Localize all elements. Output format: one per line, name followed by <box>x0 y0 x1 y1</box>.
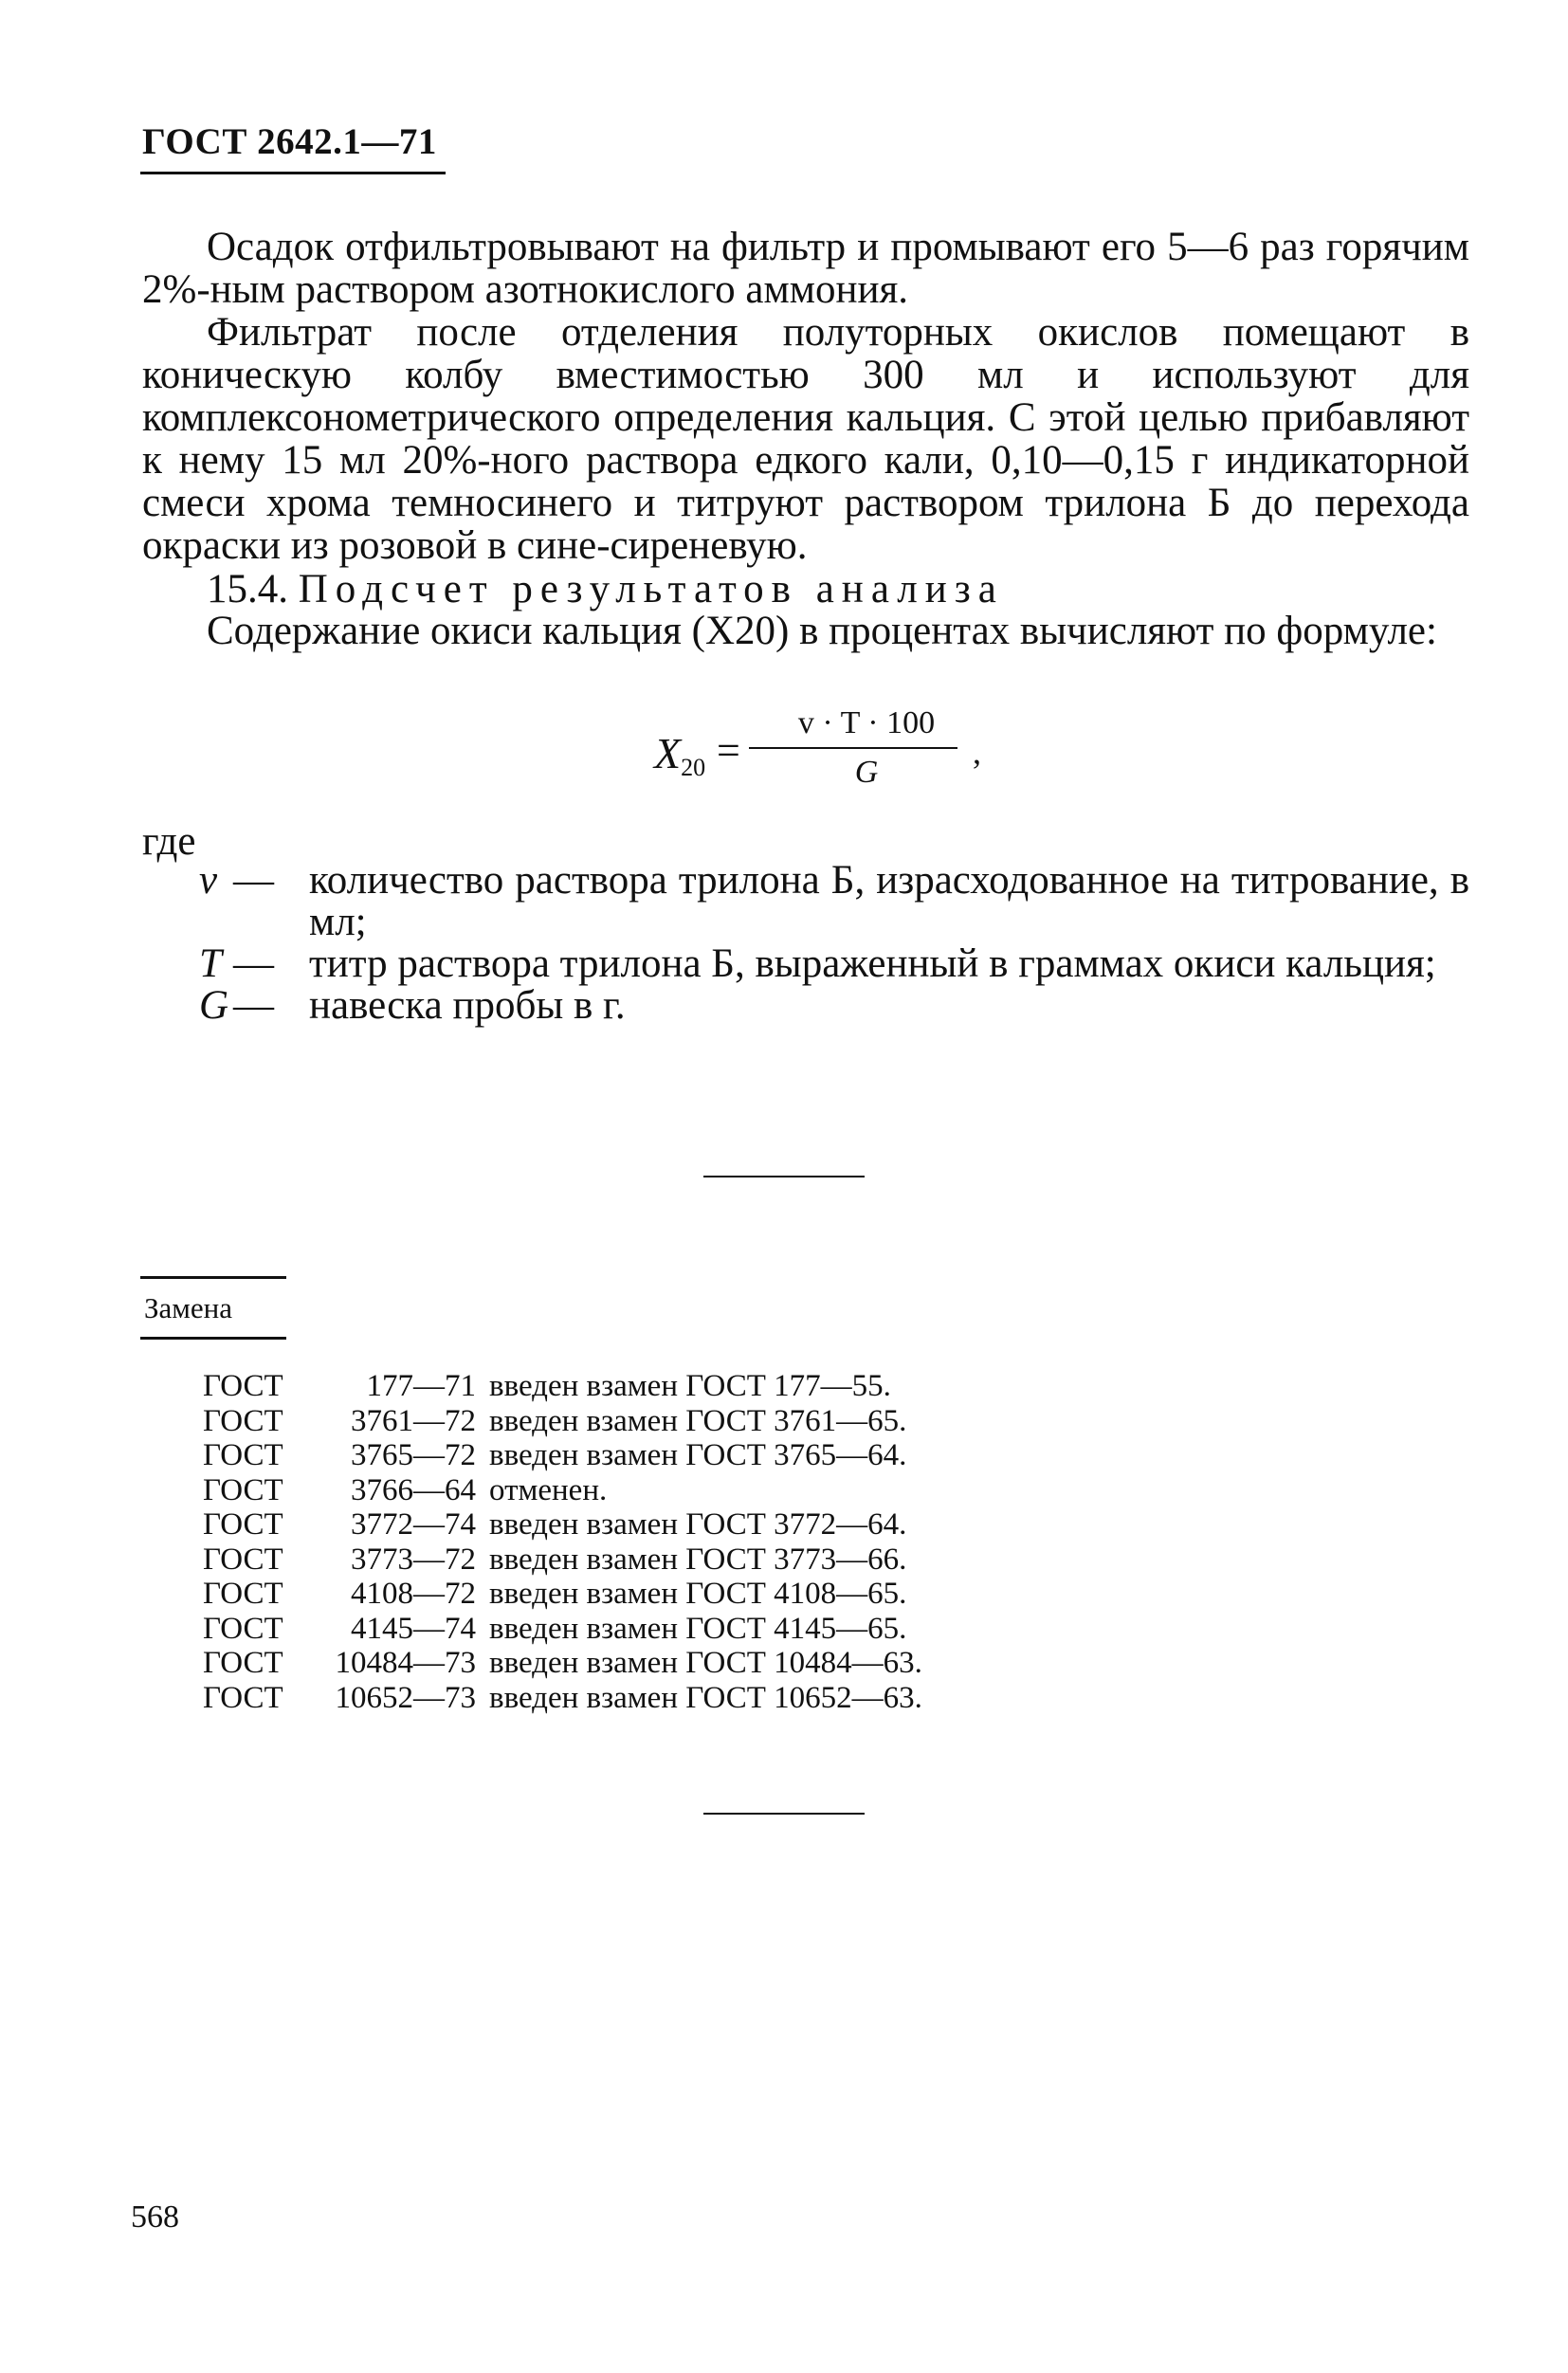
replacement-text: введен взамен ГОСТ 10652—63. <box>489 1680 922 1715</box>
replacement-std: ГОСТ <box>203 1611 283 1646</box>
replacement-list <box>203 1369 922 1715</box>
replacement-text: введен взамен ГОСТ 3772—64. <box>489 1507 907 1542</box>
replacement-text: введен взамен ГОСТ 3761—65. <box>489 1403 907 1438</box>
definition-symbol: G <box>199 983 229 1028</box>
replacement-row <box>203 1404 922 1439</box>
paragraph-1 <box>142 226 1469 311</box>
definition-dash: — <box>233 941 274 986</box>
formula-equals: = <box>717 727 740 774</box>
page-header: ГОСТ 2642.1—71 <box>142 121 437 162</box>
replacement-text: отменен. <box>489 1472 608 1507</box>
replacement-std: ГОСТ <box>203 1472 283 1507</box>
replacement-text: введен взамен ГОСТ 4145—65. <box>489 1611 907 1646</box>
paragraph-3 <box>142 610 1469 652</box>
section-divider <box>703 1813 865 1815</box>
replacement-std: ГОСТ <box>203 1680 283 1715</box>
replacement-text: введен взамен ГОСТ 10484—63. <box>489 1646 922 1680</box>
definitions-list <box>199 860 1469 1027</box>
paragraph-3-text: Содержание окиси кальция (X20) в процентах вычисляют по формуле: <box>207 609 1437 653</box>
definition-text: навеска пробы в г. <box>309 983 626 1028</box>
replacement-std: ГОСТ <box>203 1438 283 1472</box>
fraction-bar <box>749 747 957 749</box>
replacement-num: 3772—74 <box>351 1507 476 1542</box>
paragraph-2 <box>142 311 1469 567</box>
replacement-std: ГОСТ <box>203 1646 283 1680</box>
replacement-std: ГОСТ <box>203 1577 283 1611</box>
replacement-num: 3766—64 <box>351 1472 476 1507</box>
replacement-std: ГОСТ <box>203 1507 283 1542</box>
replacement-row <box>203 1507 922 1542</box>
definition-text: титр раствора трилона Б, выраженный в граммах окиси кальция; <box>309 941 1436 986</box>
section-heading <box>207 566 1004 612</box>
paragraph-1-text: Осадок отфильтровывают на фильтр и промывают его 5—6 раз горячим 2%-ным раствором азотнокислого аммония. <box>142 225 1469 312</box>
formula-comma: , <box>973 733 981 771</box>
replacement-row <box>203 1369 922 1404</box>
replacement-num: 3773—72 <box>351 1542 476 1577</box>
formula <box>654 703 995 808</box>
replacement-text: введен взамен ГОСТ 3765—64. <box>489 1438 907 1472</box>
replacement-text: введен взамен ГОСТ 177—55. <box>489 1369 891 1403</box>
replacement-num: 4108—72 <box>351 1577 476 1611</box>
replacement-num: 3761—72 <box>351 1403 476 1438</box>
section-number: 15.4. <box>207 567 288 612</box>
paragraph-2-text: Фильтрат после отделения полуторных окислов помещают в коническую колбу вместимостью 300 мл и используют для комплексонометрического определения кальция. С этой целью прибавляют к нему 15 мл 20%-ного раствора едкого кали, 0,10—0,15 г индикаторной смеси хрома темносинего и титруют раствором трилона Б до перехода окраски из розовой в сине-сиреневую. <box>142 310 1469 568</box>
formula-denominator: G <box>854 755 879 790</box>
definition-item <box>199 985 1469 1027</box>
formula-numerator: v · T · 100 <box>797 705 936 740</box>
replacement-row <box>203 1438 922 1473</box>
section-divider <box>703 1176 865 1177</box>
definition-dash: — <box>233 858 274 903</box>
where-label: где <box>142 819 196 864</box>
definition-item <box>199 943 1469 985</box>
replacement-text: введен взамен ГОСТ 4108—65. <box>489 1577 907 1611</box>
header-rule <box>140 172 446 174</box>
replacement-row <box>203 1681 922 1716</box>
definition-text: количество раствора трилона Б, израсходованное на титрование, в мл; <box>309 858 1469 944</box>
replacement-row <box>203 1646 922 1681</box>
replacement-text: введен взамен ГОСТ 3773—66. <box>489 1542 907 1577</box>
definition-symbol: T <box>199 941 222 986</box>
definition-dash: — <box>233 983 274 1028</box>
replacement-std: ГОСТ <box>203 1403 283 1438</box>
replacement-heading: Замена <box>144 1291 233 1324</box>
definition-symbol: v <box>199 858 218 903</box>
replacement-num: 4145—74 <box>351 1611 476 1646</box>
replacement-row <box>203 1612 922 1647</box>
replacement-row <box>203 1473 922 1508</box>
replacement-std: ГОСТ <box>203 1542 283 1577</box>
replacement-heading-bottom-rule <box>140 1337 286 1340</box>
replacement-row <box>203 1542 922 1578</box>
definition-item <box>199 860 1469 943</box>
replacement-num: 10484—73 <box>335 1646 476 1680</box>
formula-lhs-symbol: X <box>654 729 682 777</box>
replacement-num: 3765—72 <box>351 1438 476 1472</box>
page-number: 568 <box>131 2200 179 2235</box>
formula-lhs-subscript: 20 <box>681 754 706 781</box>
replacement-row <box>203 1577 922 1612</box>
section-title: Подсчет результатов анализа <box>298 567 1004 612</box>
replacement-heading-top-rule <box>140 1276 286 1279</box>
replacement-num: 10652—73 <box>335 1680 476 1715</box>
formula-lhs <box>654 728 705 782</box>
replacement-std: ГОСТ <box>203 1369 283 1403</box>
replacement-num: 177—71 <box>366 1369 476 1403</box>
